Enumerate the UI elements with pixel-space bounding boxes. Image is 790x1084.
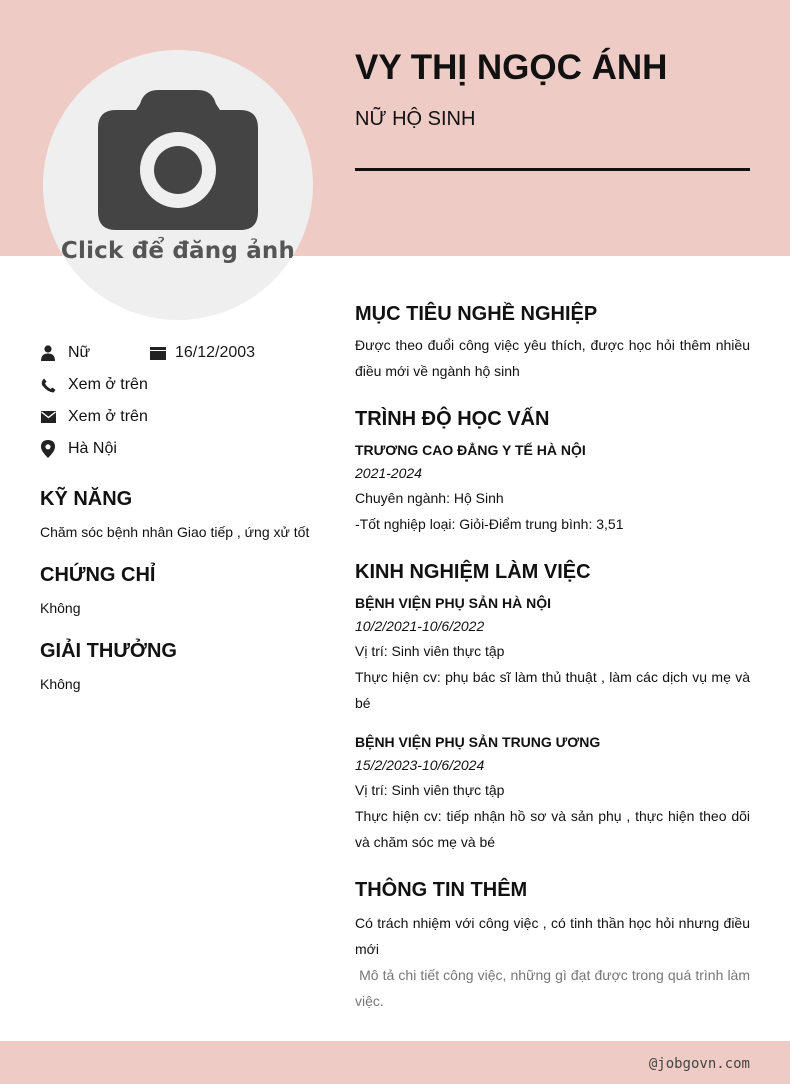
job-org: BỆNH VIỆN PHỤ SẢN TRUNG ƯƠNG [355, 734, 601, 750]
job-position: Vị trí: Sinh viên thực tập [355, 782, 505, 798]
email-row [40, 408, 148, 426]
photo-upload[interactable] [43, 50, 313, 320]
job-description: Thực hiện cv: tiếp nhận hồ sơ và sản phụ , thực hiện theo dõi và chăm sóc mẹ và bé [355, 808, 750, 850]
gender-value: Nữ [68, 344, 91, 361]
certificates-text: Không [40, 600, 81, 616]
gender-row [40, 344, 90, 362]
camera-icon [98, 90, 258, 230]
education-school: TRƯƠNG CAO ĐẲNG Y TẾ HÀ NỘI [355, 442, 586, 458]
awards-text: Không [40, 676, 81, 692]
education-major: Chuyên ngành: Hộ Sinh [355, 490, 504, 506]
phone-value: Xem ở trên [68, 376, 148, 393]
additional-text: Có trách nhiệm với công việc , có tinh thần học hỏi nhưng điều mới [355, 915, 750, 957]
skills-text: Chăm sóc bệnh nhân Giao tiếp , ứng xử tốt [40, 524, 310, 540]
education-result: -Tốt nghiệp loại: Giỏi-Điểm trung bình: 3,51 [355, 516, 624, 532]
education-period: 2021-2024 [355, 465, 422, 481]
mail-icon [40, 409, 56, 425]
full-name: VY THỊ NGỌC ÁNH [355, 48, 668, 87]
education-title: TRÌNH ĐỘ HỌC VẤN [355, 408, 550, 430]
phone-icon [40, 377, 56, 393]
awards-title: GIẢI THƯỞNG [40, 640, 177, 662]
footer-brand: @jobgovn.com [648, 1056, 750, 1072]
experience-title: KINH NGHIỆM LÀM VIỆC [355, 561, 591, 583]
phone-row [40, 376, 148, 394]
address-value: Hà Nội [68, 440, 117, 457]
address-row [40, 440, 117, 458]
job-period: 15/2/2023-10/6/2024 [355, 757, 485, 773]
dob-value: 16/12/2003 [175, 344, 256, 361]
job-description: Thực hiện cv: phụ bác sĩ làm thủ thuật , làm các dịch vụ mẹ và bé [355, 669, 750, 711]
photo-upload-label: Click để đăng ảnh [60, 238, 296, 264]
dob-row [150, 344, 255, 362]
email-value: Xem ở trên [68, 408, 148, 425]
objective-title: MỤC TIÊU NGHỀ NGHIỆP [355, 303, 598, 325]
job-position: Vị trí: Sinh viên thực tập [355, 643, 505, 659]
job-title: NỮ HỘ SINH [355, 108, 476, 130]
calendar-icon [150, 345, 166, 361]
person-icon [40, 345, 56, 361]
location-pin-icon [40, 441, 56, 457]
objective-text: Được theo đuổi công việc yêu thích, được học hỏi thêm nhiều điều mới về ngành hộ sinh [355, 337, 750, 379]
job-period: 10/2/2021-10/6/2022 [355, 618, 485, 634]
header-divider [355, 168, 750, 171]
job-org: BỆNH VIỆN PHỤ SẢN HÀ NỘI [355, 595, 552, 611]
additional-placeholder: Mô tả chi tiết công việc, những gì đạt được trong quá trình làm việc. [355, 967, 754, 1009]
skills-title: KỸ NĂNG [40, 488, 133, 510]
additional-title: THÔNG TIN THÊM [355, 879, 528, 901]
certificates-title: CHỨNG CHỈ [40, 564, 156, 586]
